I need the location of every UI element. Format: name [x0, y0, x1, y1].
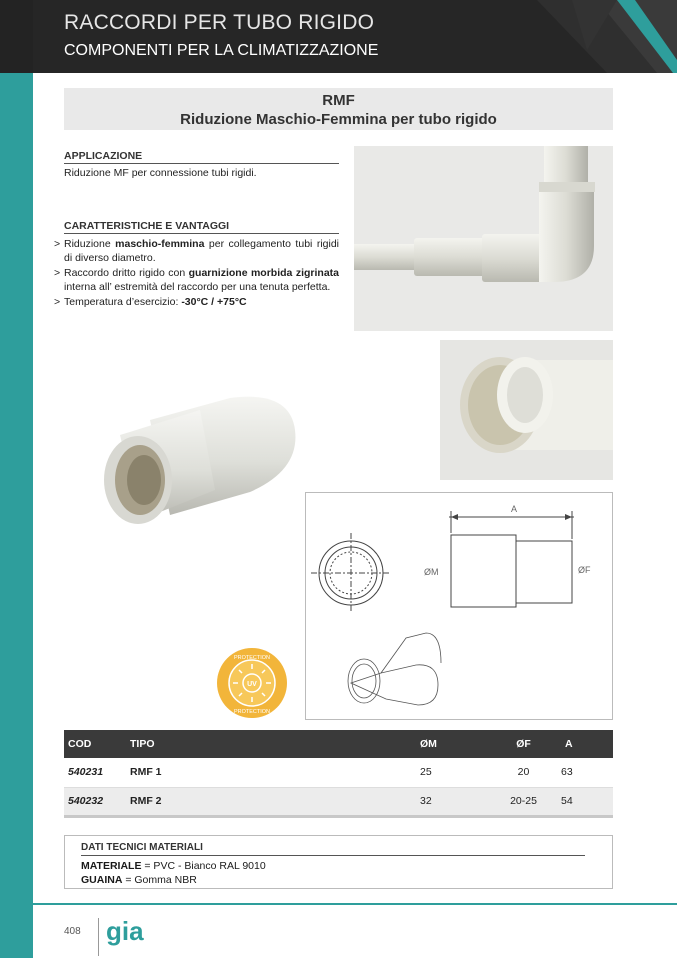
- table-header-row: [64, 730, 613, 758]
- cell-f: 20: [486, 758, 561, 787]
- cell-a: 63: [561, 758, 613, 787]
- features-list: [54, 237, 339, 310]
- detail-photo: [440, 340, 613, 480]
- dimension-f-label: ØF: [578, 565, 591, 575]
- technical-data-heading: DATI TECNICI MATERIALI: [81, 842, 585, 856]
- dimension-a-label: A: [511, 504, 518, 514]
- cell-tipo: RMF 2: [126, 787, 416, 816]
- section-title: RACCORDI PER TUBO RIGIDO: [64, 11, 375, 34]
- installation-photo: [354, 146, 613, 331]
- uv-ring-top: PROTECTION: [233, 655, 271, 661]
- feature-highlight: guarnizione morbida zigrinata: [188, 267, 339, 279]
- bullet-marker: >: [54, 267, 61, 279]
- feature-text: per collegamento tubi rigidi di diverso diametro.: [64, 238, 339, 264]
- feature-text: Riduzione: [64, 238, 116, 250]
- cell-cod: 540232: [64, 787, 126, 816]
- material-line: [81, 860, 266, 872]
- bullet-marker: >: [54, 296, 61, 308]
- drawing-lines: [306, 493, 612, 719]
- cell-f: 20-25: [486, 787, 561, 816]
- feature-item: [54, 266, 339, 294]
- feature-text: Raccordo dritto rigido con: [64, 267, 189, 279]
- dimension-m-label: ØM: [424, 567, 439, 577]
- cell-cod: 540231: [64, 758, 126, 787]
- feature-text: Temperatura d’esercizio:: [64, 296, 182, 308]
- gasket-line: [81, 874, 197, 886]
- material-value: = PVC - Bianco RAL 9010: [141, 860, 266, 872]
- page-number: 408: [64, 926, 81, 937]
- feature-highlight: maschio-femmina: [115, 238, 205, 250]
- caratteristiche-heading: CARATTERISTICHE E VANTAGGI: [64, 220, 339, 234]
- col-header-a: A: [561, 730, 613, 758]
- feature-item: [54, 295, 339, 309]
- header-decoration: [477, 0, 677, 73]
- uv-label: UV: [247, 681, 257, 688]
- product-name: Riduzione Maschio-Femmina per tubo rigido: [180, 111, 497, 128]
- col-header-cod: COD: [64, 730, 126, 758]
- technical-drawing: [305, 492, 613, 720]
- bullet-marker: >: [54, 238, 61, 250]
- applicazione-heading: APPLICAZIONE: [64, 150, 339, 164]
- gasket-value: = Gomma NBR: [122, 874, 197, 886]
- footer-separator: [98, 918, 99, 956]
- footer-divider: [33, 903, 677, 905]
- page-header: [0, 0, 677, 73]
- cell-m: 32: [416, 787, 486, 816]
- material-label: MATERIALE: [81, 860, 142, 872]
- technical-data-box: [64, 835, 613, 889]
- cell-tipo: RMF 1: [126, 758, 416, 787]
- table-row: [64, 758, 613, 787]
- gia-logo: [106, 916, 156, 952]
- uv-ring-bottom: PROTECTION: [233, 709, 271, 715]
- feature-text: interna all’ estremità del raccordo per una tenuta perfetta.: [64, 281, 331, 293]
- product-title-box: [64, 88, 613, 130]
- product-code: RMF: [322, 92, 355, 109]
- feature-highlight: -30°C / +75°C: [181, 296, 247, 308]
- side-accent-strip: [0, 0, 33, 958]
- col-header-tipo: TIPO: [126, 730, 416, 758]
- feature-item: [54, 237, 339, 265]
- gasket-label: GUAINA: [81, 874, 123, 886]
- cell-a: 54: [561, 787, 613, 816]
- table-row: [64, 787, 613, 816]
- section-subtitle: COMPONENTI PER LA CLIMATIZZAZIONE: [64, 42, 379, 59]
- product-table: [64, 730, 613, 818]
- uv-protection-badge: [216, 647, 288, 719]
- col-header-m: ØM: [416, 730, 486, 758]
- applicazione-text: Riduzione MF per connessione tubi rigidi.: [64, 167, 257, 179]
- col-header-f: ØF: [486, 730, 561, 758]
- product-photo: [90, 380, 305, 550]
- logo-text: gia: [106, 916, 144, 946]
- cell-m: 25: [416, 758, 486, 787]
